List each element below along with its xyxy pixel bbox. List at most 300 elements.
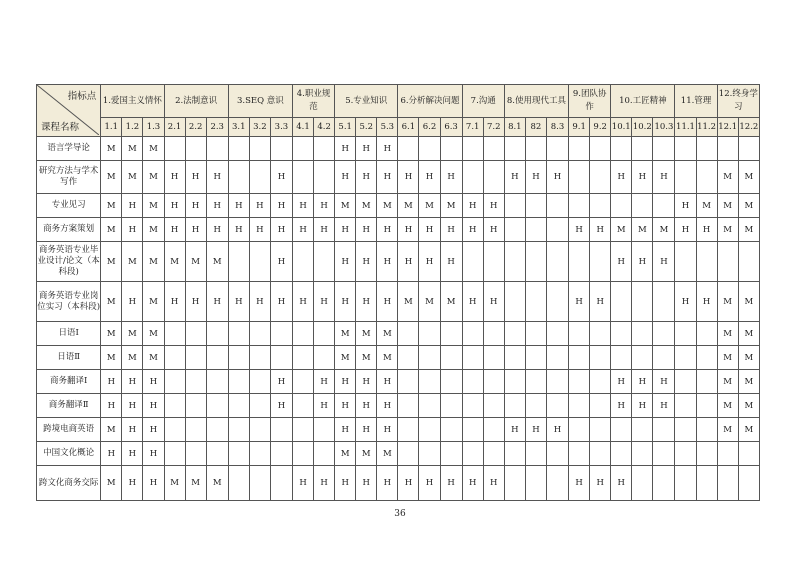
support-level-cell [569, 418, 590, 442]
support-level-cell [717, 466, 738, 501]
subcode-header: 9.2 [590, 118, 611, 137]
support-level-cell [675, 418, 696, 442]
course-name-cell: 商务英语专业岗位实习（本科段) [37, 282, 101, 322]
goal-header-2: 2.法制意识 [164, 85, 228, 118]
support-level-cell [440, 418, 462, 442]
support-level-cell [504, 394, 525, 418]
support-level-cell: H [270, 218, 292, 242]
support-level-cell: M [377, 194, 398, 218]
support-level-cell [185, 418, 206, 442]
support-level-cell [569, 161, 590, 194]
support-level-cell: H [611, 242, 632, 282]
goal-header-4: 4.职业规范 [292, 85, 334, 118]
support-level-cell: H [122, 466, 143, 501]
support-level-cell: H [249, 218, 270, 242]
support-level-cell: H [270, 394, 292, 418]
support-level-cell: H [122, 370, 143, 394]
support-level-cell: H [440, 466, 462, 501]
support-level-cell: H [419, 242, 440, 282]
support-level-cell [675, 346, 696, 370]
support-level-cell: M [143, 322, 164, 346]
support-level-cell: M [143, 161, 164, 194]
support-level-cell: M [377, 322, 398, 346]
support-level-cell [206, 322, 228, 346]
support-level-cell [653, 442, 675, 466]
subcode-header: 12.1 [717, 118, 738, 137]
support-level-cell: H [356, 418, 377, 442]
support-level-cell: H [462, 466, 483, 501]
support-level-cell [632, 282, 653, 322]
support-level-cell: H [569, 466, 590, 501]
support-level-cell [270, 346, 292, 370]
table-row [37, 161, 760, 194]
support-level-cell: M [419, 282, 440, 322]
support-level-cell [228, 418, 249, 442]
goal-header-6: 6.分析解决问题 [398, 85, 462, 118]
support-level-cell [611, 194, 632, 218]
support-level-cell: H [398, 161, 419, 194]
support-level-cell: M [335, 322, 356, 346]
support-level-cell [164, 322, 185, 346]
support-level-cell: H [164, 218, 185, 242]
support-level-cell: H [143, 466, 164, 501]
support-level-cell: H [483, 466, 504, 501]
support-level-cell [590, 346, 611, 370]
support-level-cell: M [335, 442, 356, 466]
support-level-cell: M [335, 346, 356, 370]
support-level-cell: H [504, 418, 525, 442]
course-name-cell: 商务方案策划 [37, 218, 101, 242]
support-level-cell [164, 137, 185, 161]
support-level-cell [569, 370, 590, 394]
support-level-cell [717, 242, 738, 282]
support-level-cell: M [717, 218, 738, 242]
support-level-cell: H [335, 370, 356, 394]
support-level-cell [398, 370, 419, 394]
indicator-label: 指标点 [67, 91, 97, 102]
support-level-cell [504, 137, 525, 161]
support-level-cell [590, 242, 611, 282]
support-level-cell: M [738, 394, 759, 418]
support-level-cell [462, 418, 483, 442]
support-level-cell [462, 442, 483, 466]
support-level-cell [440, 137, 462, 161]
support-level-cell [569, 394, 590, 418]
support-level-cell: H [377, 466, 398, 501]
support-level-cell: H [335, 418, 356, 442]
support-level-cell: H [270, 194, 292, 218]
support-level-cell [611, 418, 632, 442]
support-level-cell [546, 442, 568, 466]
course-name-cell: 语言学导论 [37, 137, 101, 161]
support-level-cell [525, 466, 546, 501]
support-level-cell: H [143, 418, 164, 442]
support-level-cell: H [569, 218, 590, 242]
support-level-cell [504, 194, 525, 218]
support-level-cell [546, 370, 568, 394]
support-level-cell [632, 466, 653, 501]
support-level-cell [717, 442, 738, 466]
support-level-cell: H [377, 282, 398, 322]
support-level-cell [590, 394, 611, 418]
support-level-cell: H [398, 218, 419, 242]
support-level-cell [504, 346, 525, 370]
support-level-cell: H [377, 418, 398, 442]
support-level-cell [185, 346, 206, 370]
subcode-header: 12.2 [738, 118, 759, 137]
support-level-cell [314, 322, 335, 346]
support-level-cell: H [314, 194, 335, 218]
support-level-cell [270, 137, 292, 161]
support-level-cell: M [122, 322, 143, 346]
support-level-cell: M [206, 242, 228, 282]
table-row [37, 242, 760, 282]
subcode-header: 10.3 [653, 118, 675, 137]
support-level-cell: H [164, 194, 185, 218]
support-level-cell: M [101, 194, 122, 218]
support-level-cell [314, 442, 335, 466]
support-level-cell: M [206, 466, 228, 501]
subcode-header-row [37, 118, 760, 137]
support-level-cell [590, 137, 611, 161]
support-level-cell: M [738, 418, 759, 442]
support-level-cell [398, 346, 419, 370]
support-level-cell [546, 394, 568, 418]
support-level-cell: H [185, 161, 206, 194]
support-level-cell [206, 370, 228, 394]
support-level-cell: H [462, 218, 483, 242]
support-level-cell [462, 242, 483, 282]
subcode-header: 7.1 [462, 118, 483, 137]
support-level-cell [525, 394, 546, 418]
support-level-cell: M [653, 218, 675, 242]
support-level-cell: H [292, 466, 313, 501]
support-level-cell: M [143, 194, 164, 218]
subcode-header: 2.1 [164, 118, 185, 137]
corner-header-cell [37, 85, 101, 137]
support-level-cell: H [249, 194, 270, 218]
support-level-cell [569, 194, 590, 218]
support-level-cell: M [185, 242, 206, 282]
subcode-header: 5.1 [335, 118, 356, 137]
support-level-cell: H [335, 394, 356, 418]
support-level-cell: H [122, 194, 143, 218]
subcode-header: 6.1 [398, 118, 419, 137]
course-name-cell: 日语Ⅰ [37, 322, 101, 346]
support-level-cell: M [377, 346, 398, 370]
goal-header-8: 8.使用现代工具 [504, 85, 568, 118]
support-level-cell [228, 242, 249, 282]
support-level-cell [696, 346, 717, 370]
support-level-cell: M [398, 194, 419, 218]
support-level-cell [717, 137, 738, 161]
support-level-cell [653, 194, 675, 218]
support-level-cell [249, 370, 270, 394]
support-level-cell: M [696, 194, 717, 218]
table-row [37, 322, 760, 346]
support-level-cell [249, 161, 270, 194]
subcode-header: 1.3 [143, 118, 164, 137]
support-level-cell [696, 161, 717, 194]
support-level-cell: H [398, 242, 419, 282]
support-level-cell: M [717, 161, 738, 194]
goal-header-3: 3.SEQ 意识 [228, 85, 292, 118]
support-level-cell [525, 282, 546, 322]
support-level-cell: H [356, 394, 377, 418]
support-level-cell [419, 442, 440, 466]
support-level-cell: H [504, 161, 525, 194]
support-level-cell [314, 242, 335, 282]
support-level-cell: H [356, 466, 377, 501]
support-level-cell: M [717, 346, 738, 370]
goal-header-5: 5.专业知识 [335, 85, 398, 118]
support-level-cell: H [292, 282, 313, 322]
support-level-cell: H [377, 137, 398, 161]
table-row [37, 418, 760, 442]
support-level-cell [270, 322, 292, 346]
support-level-cell [590, 322, 611, 346]
support-level-cell: H [314, 218, 335, 242]
subcode-header: 3.2 [249, 118, 270, 137]
support-level-cell [292, 137, 313, 161]
course-name-cell: 商务翻译Ⅰ [37, 370, 101, 394]
support-level-cell: M [398, 282, 419, 322]
support-level-cell [546, 242, 568, 282]
support-level-cell: H [440, 242, 462, 282]
support-level-cell: M [122, 346, 143, 370]
support-level-cell [546, 322, 568, 346]
support-level-cell [675, 370, 696, 394]
support-level-cell [228, 137, 249, 161]
table-row [37, 282, 760, 322]
support-level-cell [164, 418, 185, 442]
support-level-cell [292, 161, 313, 194]
support-level-cell: M [122, 161, 143, 194]
support-level-cell [270, 442, 292, 466]
support-level-cell: H [546, 161, 568, 194]
support-level-cell [525, 242, 546, 282]
support-level-cell [292, 242, 313, 282]
support-level-cell: H [270, 370, 292, 394]
support-level-cell: H [611, 466, 632, 501]
support-level-cell [249, 466, 270, 501]
support-level-cell: M [717, 394, 738, 418]
goal-header-10: 10.工匠精神 [611, 85, 675, 118]
support-level-cell [696, 442, 717, 466]
support-level-cell [611, 322, 632, 346]
support-level-cell [483, 137, 504, 161]
support-level-cell [164, 346, 185, 370]
support-level-cell: H [653, 161, 675, 194]
subcode-header: 3.3 [270, 118, 292, 137]
support-level-cell: H [314, 282, 335, 322]
support-level-cell [590, 370, 611, 394]
support-level-cell [653, 418, 675, 442]
subcode-header: 2.3 [206, 118, 228, 137]
support-level-cell [228, 322, 249, 346]
subcode-header: 4.1 [292, 118, 313, 137]
support-level-cell [249, 322, 270, 346]
support-level-cell: H [206, 282, 228, 322]
support-level-cell [206, 394, 228, 418]
support-level-cell: H [122, 282, 143, 322]
support-level-cell [696, 370, 717, 394]
subcode-header: 8.3 [546, 118, 568, 137]
support-level-cell: H [356, 242, 377, 282]
support-level-cell: H [632, 161, 653, 194]
support-level-cell: H [164, 161, 185, 194]
support-level-cell: H [483, 194, 504, 218]
support-level-cell: M [101, 282, 122, 322]
support-level-cell [504, 282, 525, 322]
support-level-cell: H [122, 218, 143, 242]
support-level-cell [483, 242, 504, 282]
support-level-cell: H [419, 466, 440, 501]
support-level-cell: M [738, 346, 759, 370]
support-level-cell: M [122, 137, 143, 161]
support-level-cell: H [653, 394, 675, 418]
support-level-cell [611, 282, 632, 322]
support-level-cell: M [101, 161, 122, 194]
support-level-cell [738, 466, 759, 501]
support-level-cell [504, 242, 525, 282]
support-level-cell: H [419, 161, 440, 194]
subcode-header: 11.1 [675, 118, 696, 137]
support-level-cell: H [483, 218, 504, 242]
support-level-cell: H [122, 442, 143, 466]
course-name-cell: 商务英语专业毕业设计/论文（本科段) [37, 242, 101, 282]
support-level-cell [185, 370, 206, 394]
support-level-cell: H [228, 218, 249, 242]
support-level-cell: M [717, 194, 738, 218]
support-level-cell [483, 161, 504, 194]
support-level-cell [185, 442, 206, 466]
support-level-cell: H [164, 282, 185, 322]
support-level-cell: H [249, 282, 270, 322]
support-level-cell [206, 442, 228, 466]
support-level-cell [611, 346, 632, 370]
support-level-cell [419, 394, 440, 418]
support-level-cell [419, 370, 440, 394]
support-level-cell [569, 322, 590, 346]
support-level-cell [632, 194, 653, 218]
support-level-cell: M [356, 442, 377, 466]
support-level-cell [249, 346, 270, 370]
subcode-header: 5.2 [356, 118, 377, 137]
support-level-cell [292, 394, 313, 418]
support-level-cell: M [738, 322, 759, 346]
support-level-cell [696, 418, 717, 442]
subcode-header: 8.1 [504, 118, 525, 137]
support-level-cell: M [335, 194, 356, 218]
support-level-cell: M [419, 194, 440, 218]
support-level-cell [590, 442, 611, 466]
support-level-cell [483, 346, 504, 370]
support-level-cell [462, 394, 483, 418]
support-level-cell [419, 322, 440, 346]
support-level-cell: H [675, 218, 696, 242]
support-level-cell [483, 418, 504, 442]
support-level-cell: H [696, 218, 717, 242]
support-level-cell: M [185, 466, 206, 501]
table-row [37, 218, 760, 242]
support-level-cell: M [738, 161, 759, 194]
support-level-cell [228, 346, 249, 370]
support-level-cell [590, 194, 611, 218]
course-name-cell: 研究方法与学术写作 [37, 161, 101, 194]
support-level-cell [185, 137, 206, 161]
support-level-cell [440, 394, 462, 418]
support-level-cell: H [356, 161, 377, 194]
support-level-cell [696, 394, 717, 418]
course-name-cell: 商务翻译Ⅱ [37, 394, 101, 418]
support-level-cell [462, 161, 483, 194]
support-level-cell: H [462, 194, 483, 218]
support-level-cell: H [270, 282, 292, 322]
subcode-header: 4.2 [314, 118, 335, 137]
support-level-cell: H [292, 218, 313, 242]
support-level-cell: H [143, 442, 164, 466]
support-level-cell [185, 394, 206, 418]
support-level-cell [398, 322, 419, 346]
support-level-cell: H [632, 242, 653, 282]
support-level-cell [653, 137, 675, 161]
support-level-cell: H [101, 442, 122, 466]
support-level-cell: M [717, 370, 738, 394]
support-level-cell [206, 418, 228, 442]
support-level-cell: M [717, 418, 738, 442]
support-level-cell: H [611, 394, 632, 418]
support-level-cell [419, 346, 440, 370]
table-row [37, 466, 760, 501]
course-name-label: 课程名称 [41, 122, 80, 133]
support-level-cell: H [653, 370, 675, 394]
support-level-cell [675, 466, 696, 501]
support-level-cell [483, 370, 504, 394]
support-level-cell [504, 466, 525, 501]
support-level-cell: H [377, 161, 398, 194]
support-level-cell [292, 442, 313, 466]
support-level-cell: H [653, 242, 675, 282]
subcode-header: 6.3 [440, 118, 462, 137]
table-row [37, 370, 760, 394]
support-level-cell: H [122, 418, 143, 442]
support-level-cell [569, 242, 590, 282]
support-level-cell: H [632, 370, 653, 394]
support-level-cell [228, 394, 249, 418]
support-level-cell [206, 137, 228, 161]
support-level-cell: H [122, 394, 143, 418]
table-row [37, 194, 760, 218]
support-level-cell [632, 418, 653, 442]
support-level-cell: M [356, 322, 377, 346]
support-level-cell: H [206, 161, 228, 194]
support-level-cell [675, 442, 696, 466]
support-level-cell [696, 322, 717, 346]
support-level-cell: M [611, 218, 632, 242]
support-level-cell: H [314, 466, 335, 501]
subcode-header: 1.1 [101, 118, 122, 137]
subcode-header: 6.2 [419, 118, 440, 137]
support-level-cell: H [335, 218, 356, 242]
course-name-cell: 中国文化概论 [37, 442, 101, 466]
subcode-header: 2.2 [185, 118, 206, 137]
subcode-header: 10.1 [611, 118, 632, 137]
support-level-cell: M [738, 194, 759, 218]
support-level-cell [546, 346, 568, 370]
support-level-cell [632, 442, 653, 466]
table-row [37, 137, 760, 161]
